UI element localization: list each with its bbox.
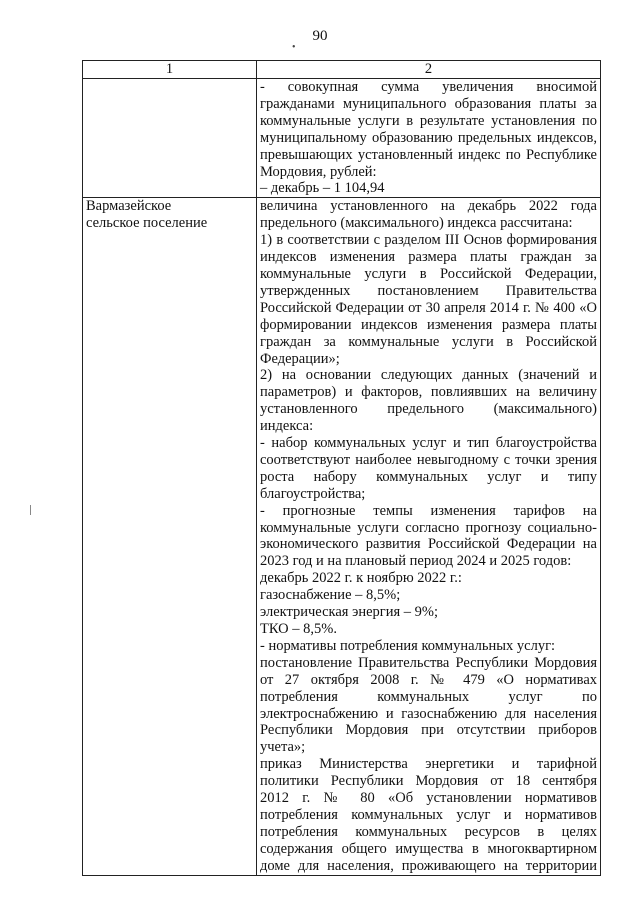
text-line: Мордовия, рублей: <box>260 163 377 180</box>
text-line: содержания общего имущества в многоквартирном <box>260 840 597 857</box>
page-number: 90 <box>312 28 328 44</box>
text-line: потребления коммунальных ресурсов в целях <box>260 823 597 840</box>
text-line: электроснабжению и газоснабжению для населения <box>260 705 597 722</box>
text-line: Российской Федерации от 30 апреля 2014 г. № 400 «О <box>260 299 597 316</box>
row1-text <box>260 79 597 197</box>
row2-col2 <box>257 198 601 875</box>
text-line: муниципальному образованию предельных индексов, <box>260 129 597 146</box>
row1-col1 <box>83 79 257 198</box>
text-line: роста набору коммунальных услуг и типу <box>260 468 597 485</box>
text-line: превышающих установленный индекс по Республике <box>260 146 597 163</box>
table-header-row <box>83 61 601 79</box>
text-line: соответствуют наиболее невыгодному с точки зрения <box>260 451 597 468</box>
text-line: предельного (максимального) индекса рассчитана: <box>260 215 573 232</box>
settlement-name-line1: Вармазейское <box>86 198 172 215</box>
scan-margin-mark <box>30 505 31 515</box>
settlement-name-line2: сельское поселение <box>86 215 208 232</box>
table-row <box>83 198 601 875</box>
text-line: формировании индексов изменения размера платы <box>260 316 597 333</box>
text-line: электрическая энергия – 9%; <box>260 604 438 621</box>
text-line: экономического развития Российской Федерации на <box>260 536 597 553</box>
text-line: - набор коммунальных услуг и тип благоустройства <box>260 435 597 452</box>
text-line: постановление Правительства Республики Мордовия <box>260 654 597 671</box>
document-table <box>82 60 601 876</box>
text-line: 1) в соответствии с разделом III Основ формирования <box>260 232 597 249</box>
text-line: доме для населения, проживающего на территории <box>260 857 597 874</box>
text-line: газоснабжение – 8,5%; <box>260 587 401 604</box>
text-line: ТКО – 8,5%. <box>260 621 337 637</box>
text-line: установленного предельного (максимального) <box>260 401 597 418</box>
text-line: индексов изменения размера платы граждан за <box>260 249 597 266</box>
text-line: - совокупная сумма увеличения вносимой <box>260 79 597 95</box>
text-line: параметров) и факторов, повлиявших на величину <box>260 384 597 401</box>
text-line: утвержденных постановлением Правительства <box>260 282 597 299</box>
text-line: граждан за коммунальные услуги в Российской <box>260 333 597 350</box>
text-line: Федерации»; <box>260 350 340 367</box>
text-line: коммунальные услуги в результате установления по <box>260 112 597 129</box>
text-line: 2) на основании следующих данных (значений и <box>260 367 597 384</box>
text-line: учета»; <box>260 739 306 756</box>
text-line: индекса: <box>260 418 314 435</box>
text-line: - прогнозные темпы изменения тарифов на <box>260 502 597 519</box>
text-line: Республики Мордовия при отсутствии приборов <box>260 722 597 739</box>
text-line: от 27 октября 2008 г. № 479 «О нормативах <box>260 671 597 688</box>
column-header-2: 2 <box>257 61 601 79</box>
row2-col1 <box>83 198 257 875</box>
scan-speck: • <box>292 42 296 53</box>
text-line: политики Республики Мордовия от 18 сентября <box>260 773 597 790</box>
text-line: 2012 г. № 80 «Об установлении нормативов <box>260 790 597 807</box>
text-line: - нормативы потребления коммунальных услуг: <box>260 637 556 654</box>
text-line: – декабрь – 1 104,94 <box>260 180 385 197</box>
text-line: приказ Министерства энергетики и тарифной <box>260 756 597 773</box>
column-header-1: 1 <box>83 61 257 79</box>
text-line: коммунальные услуги согласно прогнозу социально- <box>260 519 597 536</box>
text-line: 2023 год и на плановый период 2024 и 2025 годов: <box>260 553 572 570</box>
text-line: декабрь 2022 г. к ноябрю 2022 г.: <box>260 570 462 587</box>
text-line: потребления коммунальных услуг по <box>260 688 597 705</box>
text-line: потребления коммунальных услуг и нормативов <box>260 806 597 823</box>
row1-col2 <box>257 79 601 198</box>
text-line: величина установленного на декабрь 2022 года <box>260 198 597 215</box>
table-row <box>83 79 601 198</box>
row2-text <box>260 198 597 874</box>
text-line: коммунальные услуги в Российской Федерации, <box>260 265 597 282</box>
text-line: благоустройства; <box>260 485 366 502</box>
text-line: гражданами муниципального образования платы за <box>260 95 597 112</box>
